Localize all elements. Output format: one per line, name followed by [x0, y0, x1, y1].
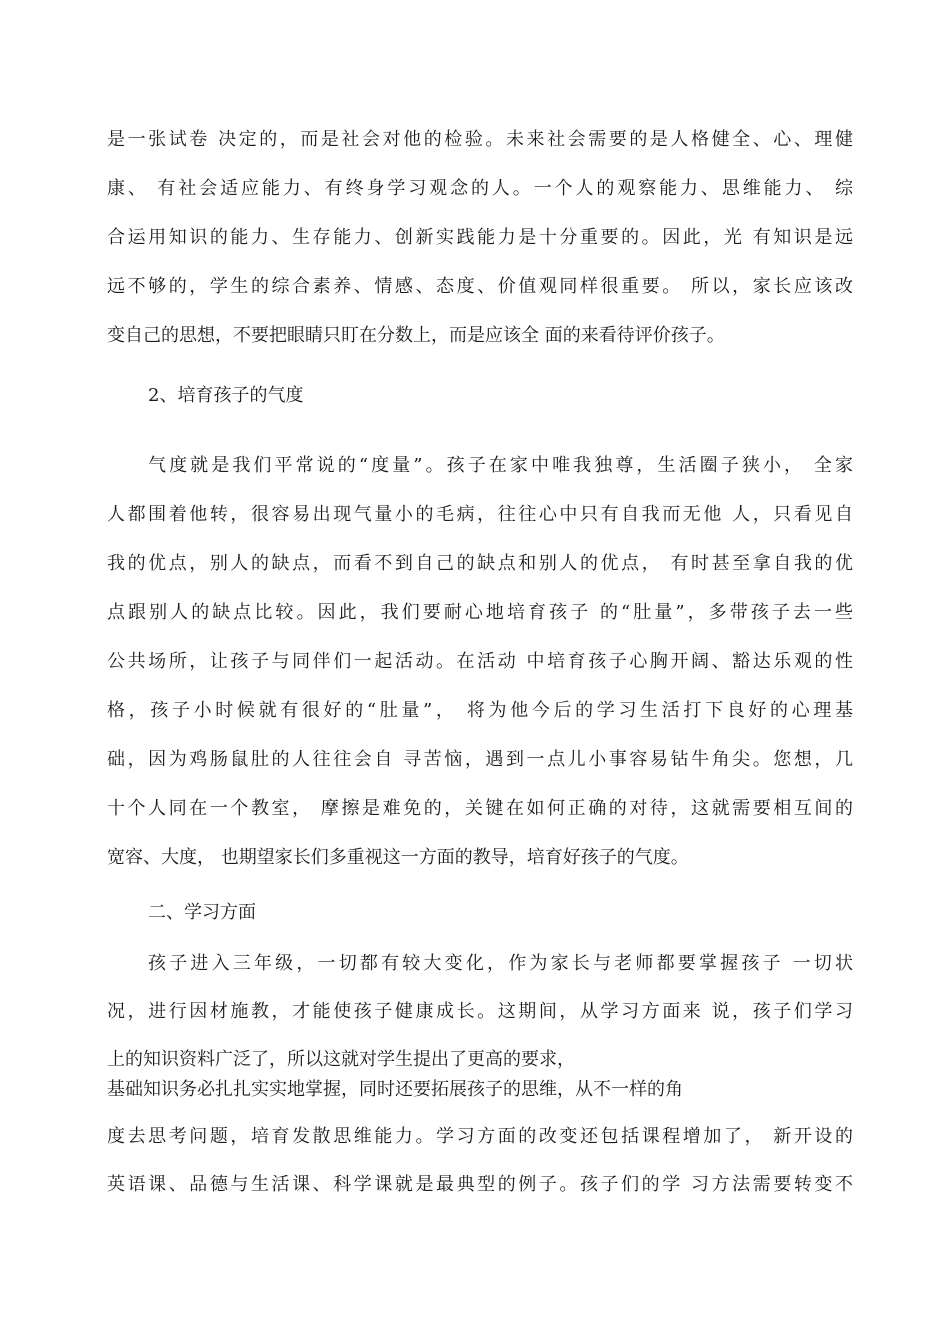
paragraph-line: 度去思考问题，培育发散思维能力。学习方面的改变还包括课程增加了， 新开设的 [107, 1126, 853, 1147]
paragraph-line: 是一张试卷 决定的，而是社会对他的检验。未来社会需要的是人格健全、心、理健 [107, 129, 853, 150]
paragraph-line: 人都围着他转，很容易出现气量小的毛病，往往心中只有自我而无他 人，只看见自 [107, 504, 853, 525]
paragraph-line: 远不够的，学生的综合素养、情感、态度、价值观同样很重要。 所以，家长应该改 [107, 276, 853, 297]
paragraph-line: 公共场所，让孩子与同伴们一起活动。在活动 中培育孩子心胸开阔、豁达乐观的性 [107, 651, 853, 672]
section-heading: 2、培育孩子的气度 [148, 385, 304, 406]
paragraph-line: 点跟别人的缺点比较。因此，我们要耐心地培育孩子 的“肚量”，多带孩子去一些 [107, 602, 853, 623]
paragraph-line: 上的知识资料广泛了，所以这就对学生提出了更高的要求， [107, 1049, 575, 1070]
paragraph-line: 十个人同在一个教室， 摩擦是难免的，关键在如何正确的对待，这就需要相互间的 [107, 798, 853, 819]
paragraph-line: 况，进行因材施教，才能使孩子健康成长。这期间，从学习方面来 说，孩子们学习 [107, 1001, 853, 1022]
paragraph-line: 英语课、品德与生活课、科学课就是最典型的例子。孩子们的学 习方法需要转变不 [107, 1174, 853, 1195]
paragraph-line: 气度就是我们平常说的“度量”。孩子在家中唯我独尊，生活圈子狭小， 全家 [148, 455, 853, 476]
paragraph-line: 孩子进入三年级，一切都有较大变化，作为家长与老师都要掌握孩子 一切状 [148, 953, 853, 974]
paragraph-line: 康、 有社会适应能力、有终身学习观念的人。一个人的观察能力、思维能力、 综 [107, 178, 853, 199]
paragraph-line: 变自己的思想，不要把眼睛只盯在分数上，而是应该全 面的来看待评价孩子。 [107, 325, 725, 346]
paragraph-line: 基础知识务必扎扎实实地掌握，同时还要拓展孩子的思维，从不一样的角 [107, 1079, 683, 1100]
paragraph-line: 合运用知识的能力、生存能力、创新实践能力是十分重要的。因此，光 有知识是远 [107, 227, 853, 248]
paragraph-line: 我的优点，别人的缺点，而看不到自己的缺点和别人的优点， 有时甚至拿自我的优 [107, 553, 853, 574]
paragraph-line: 格，孩子小时候就有很好的“肚量”， 将为他今后的学习生活打下良好的心理基 [107, 700, 853, 721]
paragraph-line: 础，因为鸡肠鼠肚的人往往会自 寻苦恼，遇到一点儿小事容易钻牛角尖。您想，几 [107, 749, 853, 770]
paragraph-line: 宽容、大度， 也期望家长们多重视这一方面的教导，培育好孩子的气度。 [107, 847, 689, 868]
section-heading: 二、学习方面 [148, 902, 256, 923]
